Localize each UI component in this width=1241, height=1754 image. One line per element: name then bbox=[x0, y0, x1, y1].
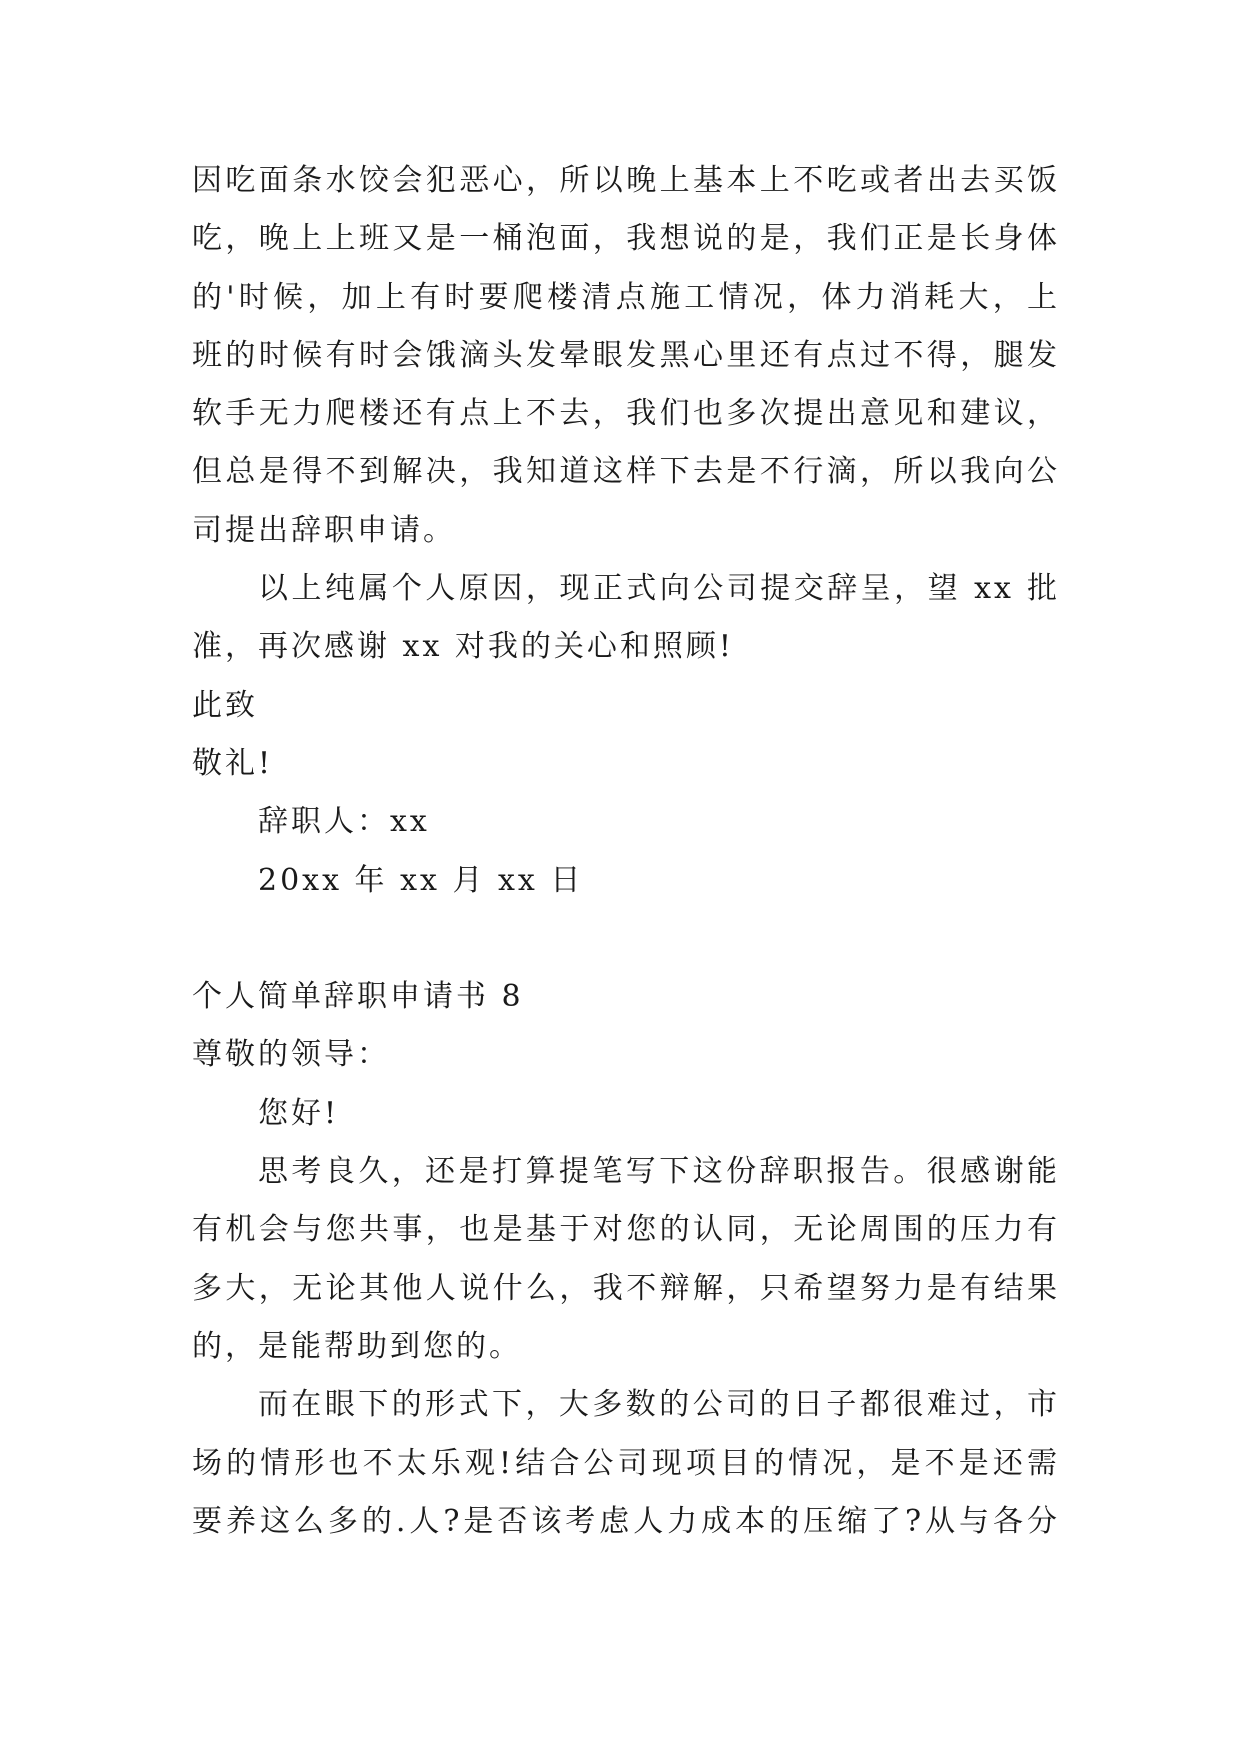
text-line: 因吃面条水饺会犯恶心，所以晚上基本上不吃或者出去买饭 bbox=[192, 163, 1060, 198]
text-line: 的'时候，加上有时要爬楼清点施工情况，体力消耗大，上 bbox=[192, 279, 1060, 315]
text-line: 以上纯属个人原因，现正式向公司提交辞呈，望 xx 批 bbox=[258, 571, 1060, 607]
signature-date: 20xx 年 xx 月 xx 日 bbox=[258, 862, 584, 898]
text-line: 多大，无论其他人说什么，我不辩解，只希望努力是有结果 bbox=[192, 1270, 1060, 1306]
closing-salutation: 此致 bbox=[192, 687, 258, 723]
text-line: 司提出辞职申请。 bbox=[192, 512, 456, 548]
text-line: 场的情形也不太乐观!结合公司现项目的情况，是不是还需 bbox=[192, 1445, 1060, 1481]
document-body bbox=[192, 152, 1060, 1551]
text-line: 班的时候有时会饿滴头发晕眼发黑心里还有点过不得，腿发 bbox=[192, 337, 1060, 373]
text-line: 有机会与您共事，也是基于对您的认同，无论周围的压力有 bbox=[192, 1212, 1060, 1248]
signer-name: 辞职人：xx bbox=[258, 804, 430, 840]
letter-hello: 您好! bbox=[258, 1095, 340, 1131]
text-line: 而在眼下的形式下，大多数的公司的日子都很难过，市 bbox=[258, 1387, 1060, 1423]
text-line: 准，再次感谢 xx 对我的关心和照顾! bbox=[192, 629, 734, 665]
closing-regards: 敬礼! bbox=[192, 745, 274, 781]
section-spacer bbox=[192, 910, 1060, 968]
text-line: 软手无力爬楼还有点上不去，我们也多次提出意见和建议， bbox=[192, 396, 1060, 432]
text-line: 思考良久，还是打算提笔写下这份辞职报告。很感谢能 bbox=[258, 1154, 1060, 1190]
section-title: 个人简单辞职申请书 8 bbox=[192, 979, 524, 1015]
letter-greeting: 尊敬的领导： bbox=[192, 1037, 390, 1073]
text-line: 但总是得不到解决，我知道这样下去是不行滴，所以我向公 bbox=[192, 454, 1060, 490]
text-line: 要养这么多的.人?是否该考虑人力成本的压缩了?从与各分 bbox=[192, 1503, 1060, 1539]
text-line: 吃，晚上上班又是一桶泡面，我想说的是，我们正是长身体 bbox=[192, 221, 1060, 257]
text-line: 的，是能帮助到您的。 bbox=[192, 1328, 522, 1364]
